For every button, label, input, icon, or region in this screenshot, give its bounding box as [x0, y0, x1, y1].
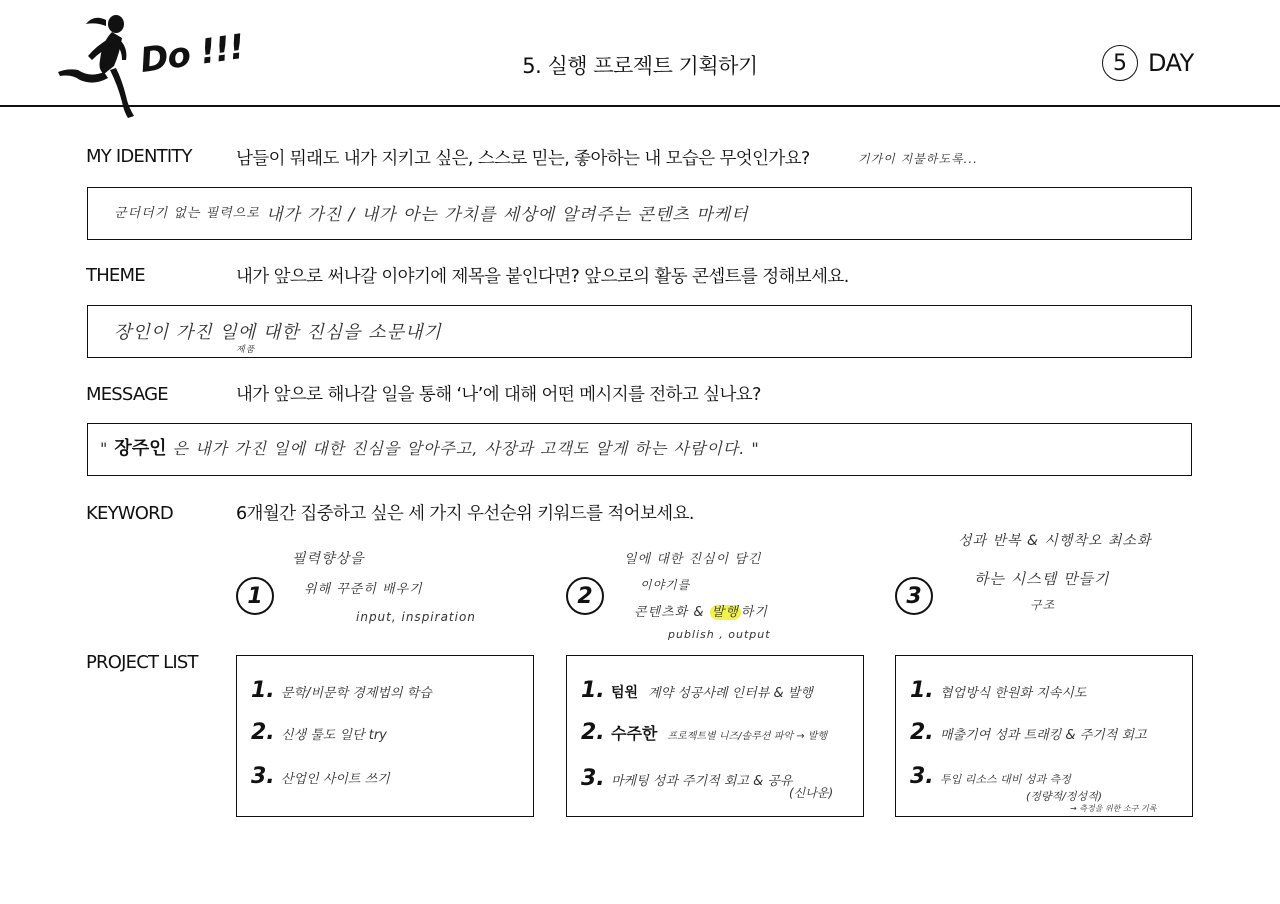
open-quote: "	[100, 439, 109, 458]
item-number: 1.	[910, 678, 934, 703]
day-number: 5	[1102, 45, 1138, 81]
project-2-item-3	[581, 766, 793, 791]
item-text: 매출기여 성과 트래킹 & 주기적 회고	[940, 728, 1147, 743]
message-answer: 은 내가 가진 일에 대한 진심을 알아주고, 사장과 고객도 알게 하는 사람이다.	[172, 439, 746, 458]
keyword-3-line-1: 성과 반복 & 시행착오 최소화	[958, 533, 1152, 549]
keyword-1-line-2: 위해 꾸준히 배우기	[304, 582, 423, 597]
keyword-2-number: 2	[566, 577, 604, 615]
day-label: DAY	[1148, 49, 1194, 77]
project-2-item-3-note: (신나운)	[789, 786, 834, 800]
item-text: 문학/비문학 경제법의 학습	[281, 686, 432, 701]
item-text: 산업인 사이트 쓰기	[281, 772, 390, 787]
project-2-item-1	[581, 678, 813, 703]
item-number: 3.	[910, 764, 934, 789]
project-1-item-2	[251, 720, 387, 745]
theme-question: 내가 앞으로 써나갈 이야기에 제목을 붙인다면? 앞으로의 활동 콘셉트를 정해보세요.	[236, 267, 849, 287]
item-number: 2.	[581, 720, 605, 745]
identity-side-note: 기가이 지불하도록...	[858, 152, 978, 166]
keyword-3-number: 3	[895, 577, 933, 615]
page-title: 5. 실행 프로젝트 기획하기	[522, 54, 758, 78]
keyword-1-number: 1	[236, 577, 274, 615]
item-text: 프로젝트별 니즈/솔루션 파악 → 발행	[667, 731, 828, 742]
message-answer-line	[100, 434, 760, 460]
item-number: 1.	[251, 678, 275, 703]
project-3-item-1	[910, 678, 1086, 703]
keyword-2-line-2: 이야기를	[640, 578, 691, 592]
section-label-keyword: KEYWORD	[86, 503, 173, 524]
project-1-item-1	[251, 678, 432, 703]
keyword-question: 6개월간 집중하고 싶은 세 가지 우선순위 키워드를 적어보세요.	[236, 504, 694, 524]
keyword-2-line-4: publish , output	[668, 628, 771, 641]
project-3-item-3-note2: → 측정을 위한 소구 기록	[1070, 804, 1157, 813]
item-bold: 수주한	[611, 724, 658, 743]
section-label-projects: PROJECT LIST	[86, 652, 198, 673]
identity-answer-box[interactable]	[87, 187, 1192, 240]
project-3-item-3-note: (정량적/정성적)	[1026, 790, 1103, 803]
message-question: 내가 앞으로 해나갈 일을 통해 ‘나’에 대해 어떤 메시지를 전하고 싶나요?	[236, 385, 761, 405]
keyword-2-line-3b: 하기	[740, 605, 768, 620]
item-text: 신생 툴도 일단 try	[281, 728, 387, 743]
item-number: 2.	[910, 720, 934, 745]
item-number: 2.	[251, 720, 275, 745]
item-bold: 텀원	[611, 685, 639, 701]
theme-answer-box[interactable]	[87, 305, 1192, 358]
item-text: 계약 성공사례 인터뷰 & 발행	[648, 686, 813, 701]
item-number: 3.	[251, 764, 275, 789]
identity-question: 남들이 뭐래도 내가 지키고 싶은, 스스로 믿는, 좋아하는 내 모습은 무엇인가요?	[236, 149, 810, 169]
keyword-2-line-1: 일에 대한 진심이 담긴	[624, 552, 762, 567]
keyword-2-highlight: 발행	[711, 605, 739, 620]
project-1-item-3	[251, 764, 390, 789]
identity-answer: 내가 가진 / 내가 아는 가치를 세상에 알려주는 콘텐츠 마케터	[266, 205, 749, 225]
logo-text: Do !!!	[137, 26, 247, 82]
project-column-3[interactable]	[895, 655, 1193, 817]
keyword-3-line-3: 구조	[1030, 598, 1056, 612]
section-label-theme: THEME	[86, 265, 145, 286]
identity-answer-prefix: 군더더기 없는 필력으로	[114, 206, 260, 221]
keyword-2-line-3a: 콘텐츠화 &	[634, 605, 710, 620]
keyword-1-line-1: 필력향상을	[292, 551, 365, 567]
project-2-item-2	[581, 720, 827, 745]
item-number: 1.	[581, 678, 605, 703]
section-label-identity: MY IDENTITY	[86, 146, 192, 167]
keyword-3-line-2: 하는 시스템 만들기	[974, 570, 1110, 588]
project-column-2[interactable]	[566, 655, 864, 817]
message-answer-name: 장주인	[114, 438, 167, 459]
day-indicator	[1102, 43, 1194, 83]
keyword-1-line-3: input, inspiration	[356, 610, 476, 624]
project-column-1[interactable]	[236, 655, 534, 817]
header-divider	[0, 105, 1280, 107]
item-number: 3.	[581, 766, 605, 791]
section-label-message: MESSAGE	[86, 384, 168, 405]
close-quote: "	[751, 439, 760, 458]
project-3-item-3	[910, 764, 1071, 789]
theme-answer-sub: 제품	[236, 345, 256, 355]
message-answer-box[interactable]	[87, 423, 1192, 476]
theme-answer: 장인이 가진 일에 대한 진심을 소문내기	[114, 322, 442, 343]
item-text: 투입 리소스 대비 성과 측정	[940, 773, 1071, 786]
item-text: 협업방식 한원화 지속시도	[940, 686, 1087, 701]
item-text: 마케팅 성과 주기적 회고 & 공유	[611, 774, 793, 789]
keyword-2-line-3	[634, 601, 768, 620]
project-3-item-2	[910, 720, 1147, 745]
